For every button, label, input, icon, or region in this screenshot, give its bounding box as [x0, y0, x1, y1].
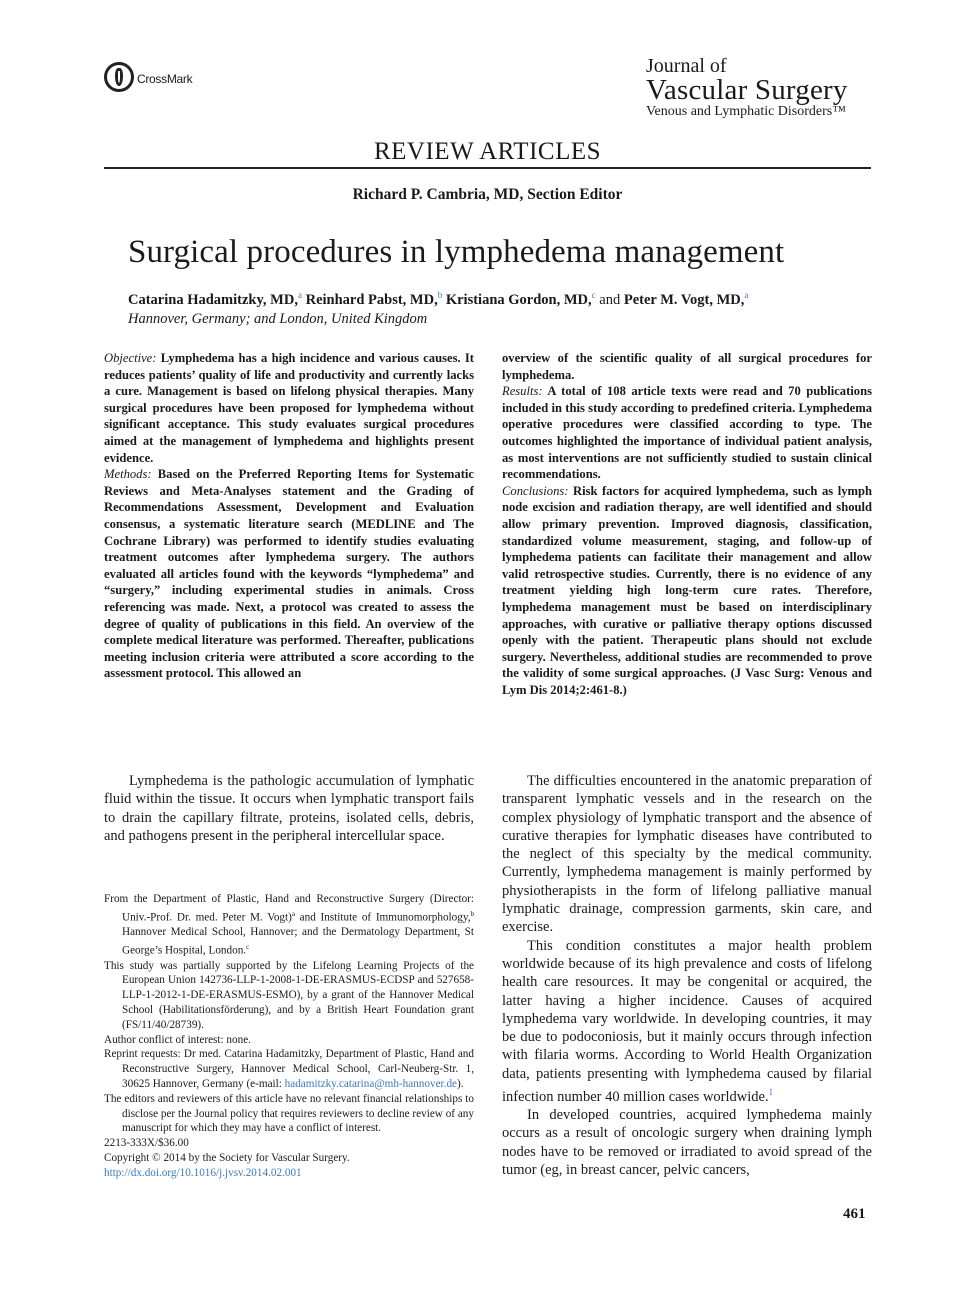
footnotes [104, 892, 474, 1181]
journal-name-line1: Journal of [646, 55, 727, 77]
crossmark-icon [104, 62, 134, 92]
journal-name-line2: Vascular Surgery [646, 74, 848, 106]
abstract-label: Conclusions: [502, 483, 569, 498]
author-affiliation: Hannover, Germany; and London, United Kingdom [128, 311, 428, 327]
body-paragraph: This condition constitutes a major health problem worldwide because of its high prevalence and costs of lifelong health care resources. It may be congenital or acquired, the latter having a higher incidence. Causes of acquired lymphedema vary worldwide. In developing countries, it may be due to podoconiosis, but it mainly occurs through infection with filaria worms. According to World Health Organization data, patients presenting with lymphedema caused by filarial infection number 40 million cases worldwide.$^1$ [502, 937, 872, 1105]
section-editor: Richard P. Cambria, MD, Section Editor [352, 186, 623, 203]
body-paragraph: The difficulties encountered in the anatomic preparation of transparent lymphatic vessels and in the research on the complex physiology of lymphatic transport and the absence of curative therapies for lymphatic diseases have contributed to the neglect of this specialty by the medical community. Currently, lymphedema management is mainly performed by physiotherapists in the form of lifelong palliative manual lymphatic drainage, compression garments, skin care, and exercise. [502, 773, 872, 936]
footnote-funding: This study was partially supported by the Lifelong Learning Projects of the European Union 142736-LLP-1-2008-1-DE-ERASMUS-ECDSP and 527658-LLP-1-2012-1-DE-ERASMUS-ESMO), by a grant of the Hannover Medical School (Habilitationsförderung), and by a British Heart Foundation grant (FS/11/40/28739). [104, 959, 474, 1031]
journal-logo [646, 56, 871, 120]
author-affiliation-mark: b [437, 290, 443, 300]
abstract-objective: Objective: Lymphedema has a high incidence and various causes. It reduces patients’ quality of life and productivity and currently lacks a cure. Management is based on lifelong physical therapies. Many surgical procedures have been proposed for lymphedema without significant acceptance. This study evaluates surgical procedures aimed at the management of lymphedema and highlights present evidence. [104, 351, 475, 465]
footnote-affiliations: From the Department of Plastic, Hand and Reconstructive Surgery (Director: Univ.-Prof. Dr. med. Peter M. Vogt)$^a$ and Institute of Immunomorphology,$^b$ Hannover Medical School, Hannover; and the Dermatology Department, St George’s Hospital, London.$^c$ [104, 893, 474, 957]
abstract-label: Methods: [104, 467, 152, 482]
crossmark-label: CrossMark [137, 72, 193, 86]
email-link[interactable]: hadamitzky.catarina@mh-hannover.de [284, 1078, 458, 1091]
abstract-conclusions: Conclusions: Risk factors for acquired lymphedema, such as lymph node excision and radiation therapy, are well identified and should allow primary prevention. Improved diagnosis, classification, standardized volume measurement, staging, and follow-up of lymphedema patients can facilitate their management and allow valid retrospective studies. Currently, there is no evidence of any treatment yielding high long-term cure rates. Therefore, lymphedema management must be based on interdisciplinary approaches, with curative or palliative therapy options discussed openly with the patient. Therapeutic plans should not exclude surgery. Nevertheless, additional studies are recommended to prove the validity of some surgical approaches. (J Vasc Surg: Venous and Lym Dis 2014;2:461-8.) [502, 483, 872, 697]
author-affiliation-mark: c [591, 290, 596, 300]
author-conjunction: and [599, 291, 621, 308]
article-title: Surgical procedures in lymphedema management [128, 234, 785, 270]
footnote-reprint: Reprint requests: Dr med. Catarina Hadamitzky, Department of Plastic, Hand and Reconstructive Surgery, Hannover Medical School, Carl-Neuberg-Str. 1, 30625 Hannover, Germany (e-mail: hadamitzky.catarina@mh-hannover.de). [104, 1048, 474, 1091]
crossmark-badge[interactable] [104, 62, 192, 92]
doi-link[interactable]: http://dx.doi.org/10.1016/j.jvsv.2014.02.001 [104, 1166, 302, 1179]
author-list [128, 290, 748, 309]
author-affiliation-mark: a [744, 290, 749, 300]
abstract-left-column [104, 350, 474, 682]
section-divider [104, 167, 871, 169]
author-name: Kristiana Gordon, MD, [445, 291, 592, 308]
body-right-column [502, 772, 872, 1179]
footnote-conflict: Author conflict of interest: none. [104, 1033, 251, 1046]
section-heading: REVIEW ARTICLES [373, 138, 602, 165]
author-name: Catarina Hadamitzky, MD, [128, 291, 298, 308]
footnote-editors: The editors and reviewers of this article have no relevant financial relationships to disclose per the Journal policy that requires reviewers to decline review of any manuscript for which they may have a conflict of interest. [104, 1092, 474, 1135]
abstract-label: Objective: [104, 351, 157, 365]
body-left-column [104, 772, 474, 845]
author-affiliation-mark: a [297, 290, 302, 300]
abstract-methods-continued: overview of the scientific quality of all surgical procedures for lymphedema. [502, 351, 872, 382]
author-name: Reinhard Pabst, MD, [305, 291, 438, 308]
abstract-right-column [502, 350, 872, 698]
citation-link[interactable]: 1 [768, 1087, 774, 1098]
footnote-issn: 2213-333X/$36.00 [104, 1137, 189, 1150]
body-paragraph: Lymphedema is the pathologic accumulation of lymphatic fluid within the tissue. It occurs when lymphatic transport fails to drain the capillary filtrate, proteins, isolated cells, debris, and pathogens present in the peripheral intercellular space. [104, 773, 474, 844]
author-name: Peter M. Vogt, MD, [623, 291, 745, 308]
footnote-copyright: Copyright © 2014 by the Society for Vascular Surgery. [104, 1152, 350, 1165]
abstract-methods: Methods: Based on the Preferred Reporting Items for Systematic Reviews and Meta-Analyses statement and the Grading of Recommendations Assessment, Development and Evaluation consensus, a systematic literature search (MEDLINE and The Cochrane Library) was performed to identify studies evaluating treatment outcomes after lymphedema surgery. The authors evaluated all articles found with the keywords “lymphedema” and “surgery,” including experimental studies in animals. Cross referencing was made. Next, a protocol was created to assess the degree of quality of publications in this field. An overview of the complete medical literature was performed. Thereafter, publications meeting inclusion criteria were attributed a score according to the assessment protocol. This allowed an [104, 467, 474, 681]
page-number: 461 [843, 1206, 866, 1222]
body-paragraph: In developed countries, acquired lymphedema mainly occurs as a result of oncologic surgery when draining lymph nodes have to be removed or irradiated to avoid spread of the tumor (eg, in breast cancer, pelvic cancers, [502, 1107, 872, 1179]
abstract-results: Results: A total of 108 article texts were read and 70 publications included in this study according to predefined criteria. Lymphedema operative procedures were classified according to type. The outcomes highlighted the importance of individual patient analysis, as most interventions are not sufficiently studied to sustain clinical recommendations. [502, 384, 872, 482]
abstract-label: Results: [502, 384, 543, 399]
journal-name-line3: Venous and Lymphatic Disorders™ [646, 104, 846, 119]
